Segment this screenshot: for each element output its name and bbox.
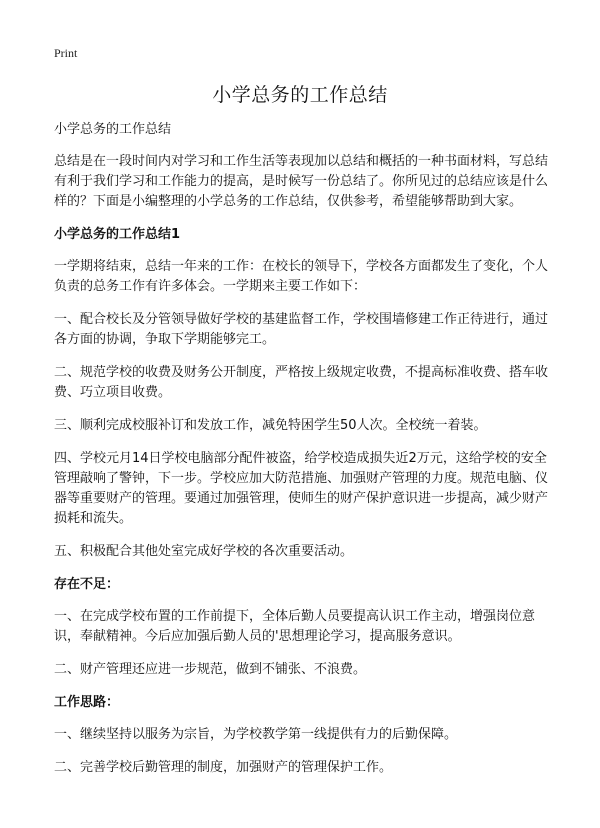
page-title: 小学总务的工作总结 xyxy=(212,84,388,106)
paragraph: 一学期将结束，总结一年来的工作：在校长的领导下，学校各方面都发生了变化，个人负责的总务工作有许多体会。一学期来主要工作如下： xyxy=(54,259,549,294)
paragraph: 四、学校元月14日学校电脑部分配件被盗，给学校造成损失近2万元，这给学校的安全管理敲响了警钟，下一步。学校应加大防范措施、加强财产管理的力度。规范电脑、仪器等重要财产的管理。要通过加强管理，使师生的财产保护意识进一步提高，减少财产损耗和流失。 xyxy=(54,451,549,526)
paragraph: 二、财产管理还应进一步规范，做到不铺张、不浪费。 xyxy=(54,662,367,677)
paragraph: 一、继续坚持以服务为宗旨，为学校教学第一线提供有力的后勤保障。 xyxy=(54,727,458,742)
paragraph: 一、配合校长及分管领导做好学校的基建监督工作，学校围墙修建工作正待进行，通过各方面的协调，争取下学期能够完工。 xyxy=(54,312,549,347)
section-heading: 工作思路： xyxy=(54,695,120,710)
paragraph: 三、顺利完成校服补订和发放工作，减免特困学生50人次。全校统一着装。 xyxy=(54,418,487,433)
paragraph: 二、完善学校后勤管理的制度，加强财产的管理保护工作。 xyxy=(54,760,393,775)
section-heading: 小学总务的工作总结1 xyxy=(54,227,181,242)
document-body xyxy=(54,120,552,791)
document-subtitle: 小学总务的工作总结 xyxy=(54,122,172,137)
paragraph: 二、规范学校的收费及财务公开制度，严格按上级规定收费，不提高标准收费、搭车收费、巧立项目收费。 xyxy=(54,365,549,400)
paragraph: 五、积极配合其他处室完成好学校的各次重要活动。 xyxy=(54,544,354,559)
section-heading: 存在不足： xyxy=(54,577,120,592)
intro-paragraph: 总结是在一段时间内对学习和工作生活等表现加以总结和概括的一种书面材料，写总结有利于我们学习和工作能力的提高，是时候写一份总结了。你所见过的总结应该是什么样的？下面是小编整理的小学总务的工作总结，仅供参考，希望能够帮助到大家。 xyxy=(54,154,549,209)
print-link[interactable]: Print xyxy=(54,46,78,60)
paragraph: 一、在完成学校布置的工作前提下，全体后勤人员要提高认识工作主动，增强岗位意识，奉献精神。今后应加强后勤人员的'思想理论学习，提高服务意识。 xyxy=(54,609,536,644)
